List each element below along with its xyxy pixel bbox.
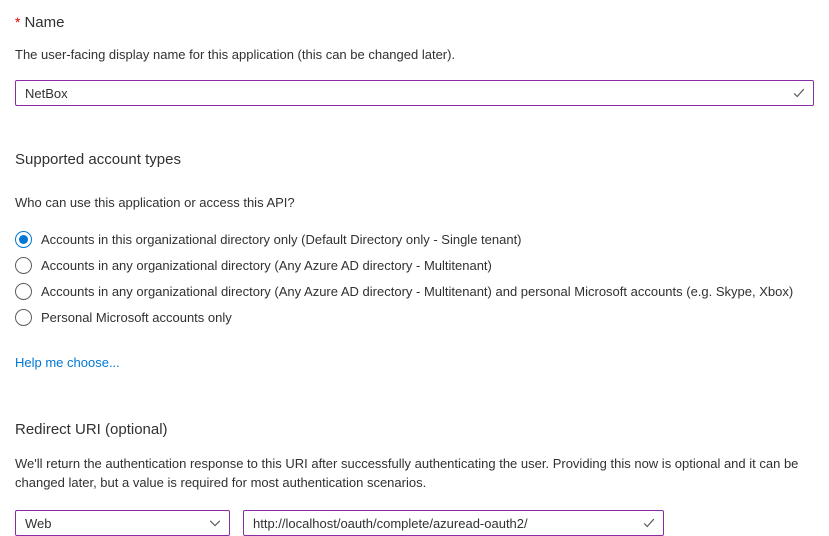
- radio-button-icon[interactable]: [15, 231, 32, 248]
- name-input-wrapper: [15, 80, 814, 106]
- platform-select[interactable]: [15, 510, 230, 536]
- required-asterisk: *: [15, 14, 21, 30]
- radio-option-multitenant[interactable]: [15, 252, 814, 278]
- name-description: The user-facing display name for this application (this can be changed later).: [15, 47, 456, 62]
- name-title-text: Name: [24, 14, 65, 31]
- radio-button-icon[interactable]: [15, 257, 32, 274]
- radio-option-label: Accounts in this organizational directory only (Default Directory only - Single tenant): [41, 231, 522, 247]
- chevron-down-icon: [208, 516, 222, 530]
- redirect-uri-input-wrapper: [243, 510, 664, 536]
- radio-option-label: Accounts in any organizational directory (Any Azure AD directory - Multitenant) and personal Microsoft accounts (e.g. Skype, Xbox): [41, 283, 794, 299]
- radio-option-personal-only[interactable]: [15, 304, 814, 330]
- help-me-choose-link[interactable]: Help me choose...: [15, 355, 120, 370]
- radio-option-single-tenant[interactable]: [15, 226, 814, 252]
- redirect-uri-input[interactable]: [244, 516, 663, 531]
- redirect-uri-description: We'll return the authentication response to this URI after successfully authenticating the user. Providing this now is optional and it can be changed later, but a value is required for most authentication scenarios.: [15, 456, 799, 490]
- account-types-question: Who can use this application or access this API?: [15, 195, 295, 210]
- radio-button-icon[interactable]: [15, 309, 32, 326]
- redirect-uri-controls: [15, 510, 814, 536]
- redirect-uri-title: Redirect URI (optional): [15, 421, 168, 438]
- radio-button-icon[interactable]: [15, 283, 32, 300]
- name-input[interactable]: [16, 86, 813, 101]
- radio-option-label: Accounts in any organizational directory (Any Azure AD directory - Multitenant): [41, 257, 492, 273]
- account-types-title: Supported account types: [15, 151, 181, 168]
- name-section-title: [15, 12, 814, 33]
- platform-select-value: Web: [25, 515, 52, 531]
- radio-option-multitenant-personal[interactable]: [15, 278, 814, 304]
- account-types-radio-group: [15, 226, 814, 330]
- radio-option-label: Personal Microsoft accounts only: [41, 309, 232, 325]
